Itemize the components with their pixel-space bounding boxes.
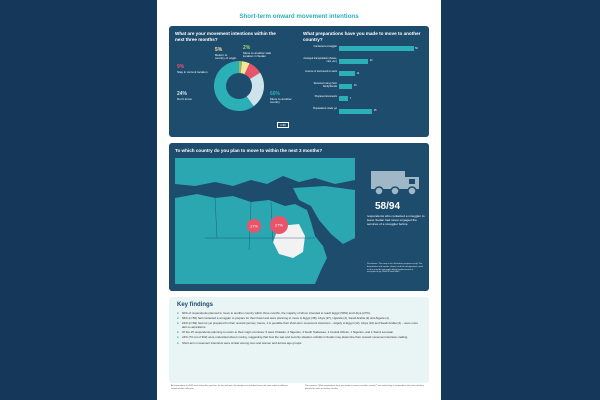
document-page xyxy=(157,0,441,400)
intention-stay-pct: 9% xyxy=(177,64,185,70)
intention-return xyxy=(215,48,237,61)
bar xyxy=(339,96,348,101)
footnote-1: All respondents (n=302) were asked this question; for this indicator, the sample size includes those who were asked in different rounds of data collection. xyxy=(171,385,288,390)
bar xyxy=(339,84,352,89)
egypt-marker-label: 27% xyxy=(274,222,284,228)
page-title: Short-term onward movement intentions xyxy=(239,13,359,20)
finding-item: ■ Of the 15 respondents planning to return to their origin countries: 5 were Chadian, 4 Nigerian, 3 South Sudanese, 2 Central African, 1 Nigerien, and 1 Sierra Leonean. xyxy=(177,331,421,335)
intention-dont-know-pct: 24% xyxy=(177,91,188,97)
bar-value: 25 xyxy=(373,109,377,113)
intention-return-label: Return to country of origin xyxy=(215,52,237,61)
intentions-donut-chart xyxy=(212,59,266,113)
intention-safe-pct: 2% xyxy=(243,45,251,51)
intention-return-pct: 5% xyxy=(215,47,223,53)
finding-item: ■ Short-term movement intentions were similar among men and women and across age groups. xyxy=(177,342,421,346)
finding-item: ■ 22% (n=69) had not yet prepared for their onward journey; hence, it is possible their short-term movement intentions – largely to Egypt (12), Libya (10) and Saudi Arabia (4) – were more akin to aspirations. xyxy=(177,322,421,329)
bar-label: Preparations made yet xyxy=(312,107,337,110)
finding-item: ■ 56% (n=56) had contacted a smuggler to prepare for their travel and were planning to move to Egypt (38), Libya (27), Uganda (4), Saudi Arabia (2) and Algeria (1). xyxy=(177,317,421,321)
intention-safe-label: Move to another safe location in Sudan xyxy=(243,50,272,59)
intentions-heading: What are your movement intentions within the next three months? xyxy=(175,31,276,42)
intention-move xyxy=(270,92,294,105)
movement-intentions-panel xyxy=(169,26,429,137)
bar-label: Arranged transportation (buses, cars, etc.) xyxy=(303,57,337,63)
bar-value: 22 xyxy=(369,59,373,63)
destination-heading: To which country do you plan to move to within the next 3 months? xyxy=(175,148,323,153)
sample-size-label: n=60 xyxy=(277,122,289,128)
bar-value: 7 xyxy=(349,96,352,100)
bar xyxy=(339,46,414,51)
finding-item: ■ 60% of respondents planned to move to another country within three months, the majority of whom intended to reach Egypt (59%) and Libya (27%). xyxy=(177,312,421,316)
preparations-heading: What preparations have you made to move to another country? xyxy=(303,31,421,42)
bar-label: Licence or documents to work xyxy=(305,69,337,73)
destination-map xyxy=(175,158,355,284)
smuggler-stat-text: respondents who contacted a smuggler to leave Sudan had never engaged the services of a smuggler before xyxy=(367,214,425,226)
libya-marker-label: 17% xyxy=(249,223,259,229)
footnote-2: The question "What preparations have you made to move to another country?" was asked only of respondents who had said they planned to move to another country. xyxy=(305,385,424,390)
intention-safe-location xyxy=(243,46,277,59)
smuggler-stat-number: 58/94 xyxy=(375,201,401,212)
intention-dont-know-label: Don't know xyxy=(177,96,192,101)
intention-stay xyxy=(177,65,209,74)
key-findings-list xyxy=(177,312,421,347)
truck-icon xyxy=(369,167,423,197)
bar-value: 10 xyxy=(353,84,357,88)
bar-label: Prepared documents xyxy=(314,94,337,98)
key-findings-title: Key findings xyxy=(177,302,214,308)
bar-label: Received money from family/friends xyxy=(313,82,337,88)
bar xyxy=(339,59,368,64)
bar-value: 56 xyxy=(415,46,418,50)
map-disclaimer: Disclaimer: This map is for illustration purposes only. The boundaries and names shown, and the designations used on this map do not imply official endorsement or acceptance by UNHCR and MMC. xyxy=(367,263,423,274)
intention-move-pct: 60% xyxy=(270,91,281,97)
intention-move-label: Move to another country xyxy=(270,96,292,105)
bar-label: Contacted a smuggler xyxy=(313,44,337,48)
intention-dont-know xyxy=(177,92,207,101)
destination-panel xyxy=(169,143,429,291)
finding-item: ■ 24% (73 out of 302) were undecided about moving, suggesting that how the war and security situation unfolds in Sudan may determine their onward movement decision-making. xyxy=(177,336,421,340)
key-findings-panel xyxy=(169,297,429,383)
europe-landmass xyxy=(175,158,355,186)
bar-value: 12 xyxy=(356,71,360,75)
bar xyxy=(339,109,372,114)
intention-stay-label: Stay in current location xyxy=(177,69,208,74)
bar xyxy=(339,71,355,76)
